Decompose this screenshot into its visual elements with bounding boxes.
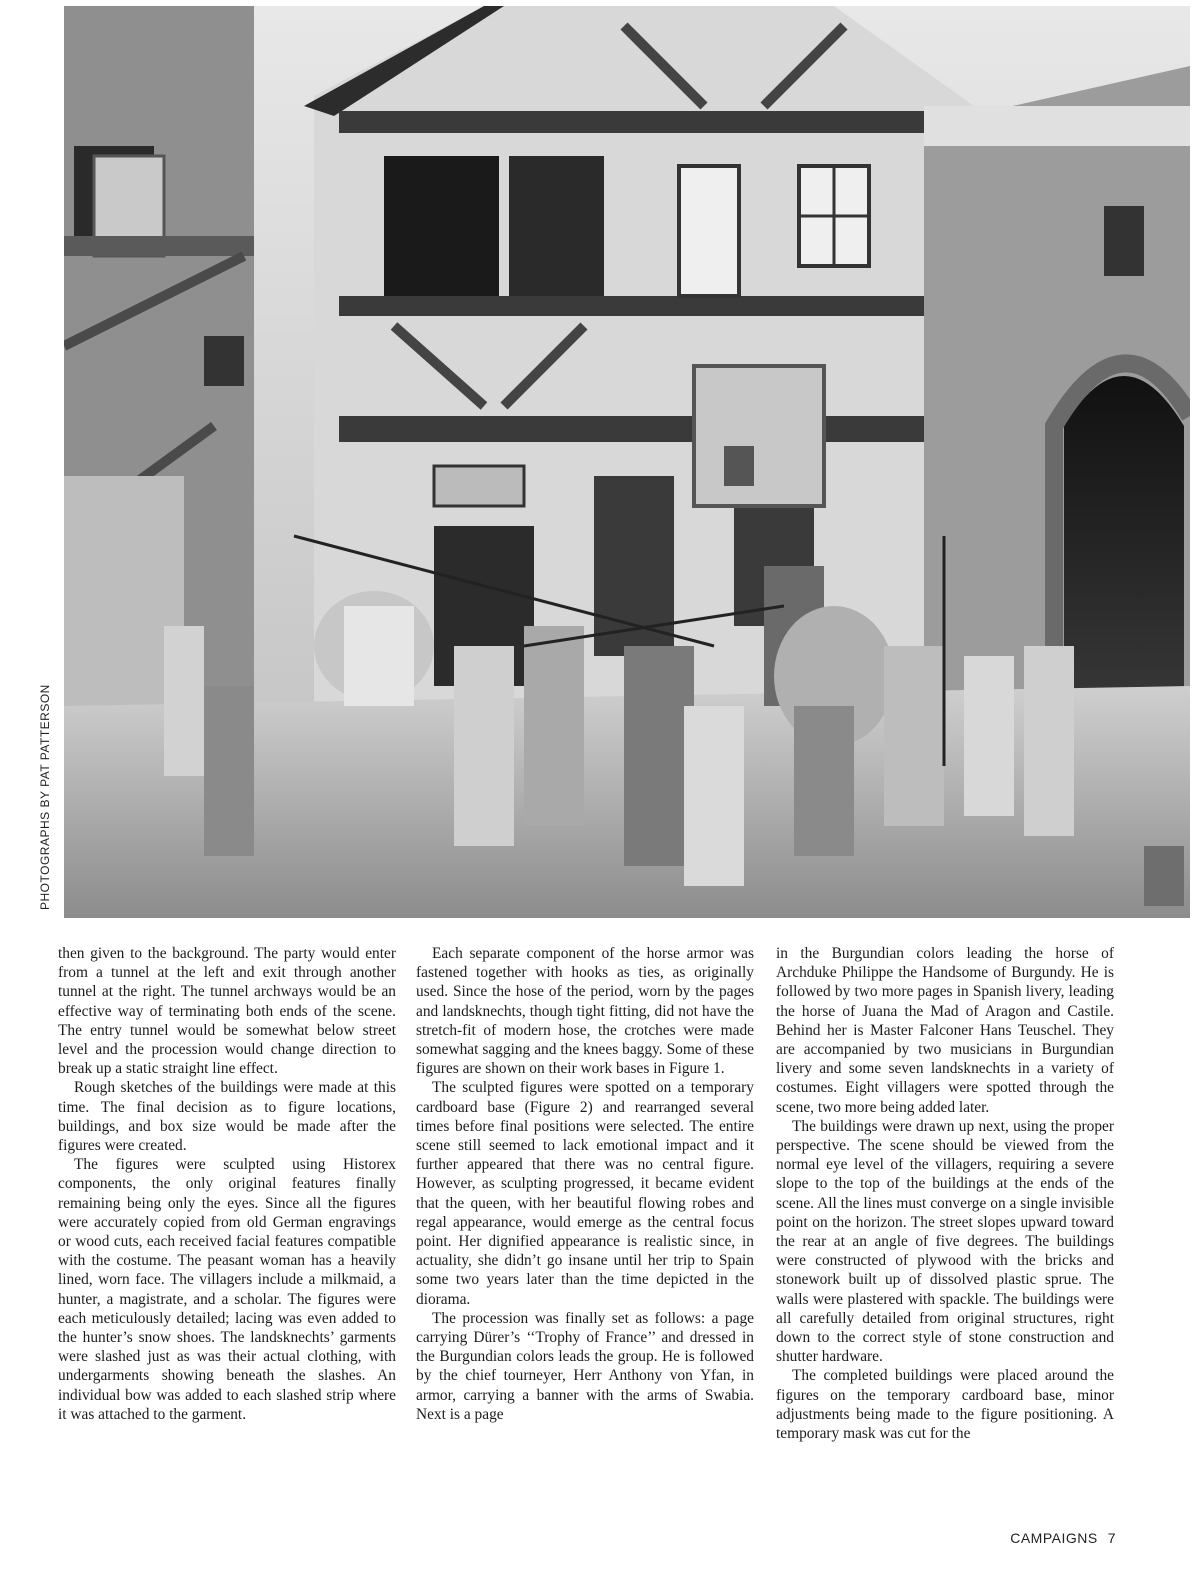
page-footer [1000, 1530, 1116, 1546]
paragraph: Each separate component of the horse armor was fastened together with hooks as ties, as originally used. Since the hose of the period, worn by the pages and landsknechts, though tight fitting, did not have the stretch-fit of modern hose, the crotches were made somewhat sagging and the knees baggy. Some of these figures are shown on their work bases in Figure 1. [416, 945, 754, 1078]
paragraph: The procession was finally set as follows: a page carrying Dürer’s ‘‘Trophy of France’’ and dressed in the Burgundian colors leads the group. He is followed by the chief tourneyer, Herr Anthony von Yfan, in armor, carrying a banner with the arms of Swabia. Next is a page [416, 1309, 754, 1423]
magazine-name: CAMPAIGNS [1010, 1530, 1098, 1546]
diorama-photograph [64, 6, 1190, 918]
paragraph: then given to the background. The party would enter from a tunnel at the left and exit through another tunnel at the right. The tunnel archways would be an effective way of terminating both ends of the scene. The entry tunnel would be somewhat below street level and the procession would change direction to break up a static straight line effect. [58, 945, 396, 1078]
article-column-3 [776, 944, 1114, 1443]
paragraph: The sculpted figures were spotted on a temporary cardboard base (Figure 2) and rearranged several times before final positions were selected. The entire scene still seemed to lack emotional impact and it further appeared that there was no central figure. However, as sculpting progressed, it became evident that the queen, with her beautiful flowing robes and regal appearance, would emerge as the central focus point. Her dignified appearance is realistic since, in actuality, she didn’t go insane until her trip to Spain some two years later than the time depicted in the diorama. [416, 1079, 754, 1308]
paragraph: The figures were sculpted using Historex components, the only original features finally remaining being only the eyes. Since all the figures were accurately copied from old German engravings or wood cuts, each received facial features compatible with the costume. The peasant woman has a heavily lined, worn face. The villagers include a milkmaid, a hunter, a magistrate, and a scholar. The figures were each meticulously detailed; lacing was even added to the hunter’s snow shoes. The landsknechts’ garments were slashed just as was their actual clothing, with undergarments showing beneath the slashes. An individual bow was added to each slashed strip where it was attached to the garment. [58, 1156, 396, 1423]
diorama-photo-illustration [64, 6, 1190, 918]
paragraph: Rough sketches of the buildings were made at this time. The final decision as to figure locations, buildings, and box size would be made after the figures were created. [58, 1079, 396, 1155]
paragraph: in the Burgundian colors leading the horse of Archduke Philippe the Handsome of Burgundy. He is followed by two more pages in Spanish livery, leading the horse of Juana the Mad of Aragon and Castile. Behind her is Master Falconer Hans Teuschel. They are accompanied by two musicians in Burgundian livery and some seven landsknechts in a variety of costumes. Eight villagers were spotted through the scene, two more being added later. [776, 945, 1114, 1116]
article-body [58, 944, 1128, 1524]
photo-credit: PHOTOGRAPHS BY PAT PATTERSON [38, 684, 52, 910]
page-number: 7 [1107, 1530, 1116, 1546]
paragraph: The completed buildings were placed around the figures on the temporary cardboard base, minor adjustments being made to the figure positioning. A temporary mask was cut for the [776, 1367, 1114, 1443]
article-column-2 [416, 944, 754, 1424]
paragraph: The buildings were drawn up next, using the proper perspective. The scene should be viewed from the normal eye level of the villagers, requiring a severe slope to the top of the buildings at the ends of the scene. All the lines must converge on a single invisible point on the horizon. The street slopes upward toward the rear at an angle of five degrees. The buildings were constructed of plywood with the bricks and stonework built up of dissolved plastic sprue. The walls were plastered with spackle. The buildings were all carefully detailed from original structures, right down to the correct style of stone construction and shutter hardware. [776, 1117, 1114, 1366]
article-column-1 [58, 944, 396, 1424]
